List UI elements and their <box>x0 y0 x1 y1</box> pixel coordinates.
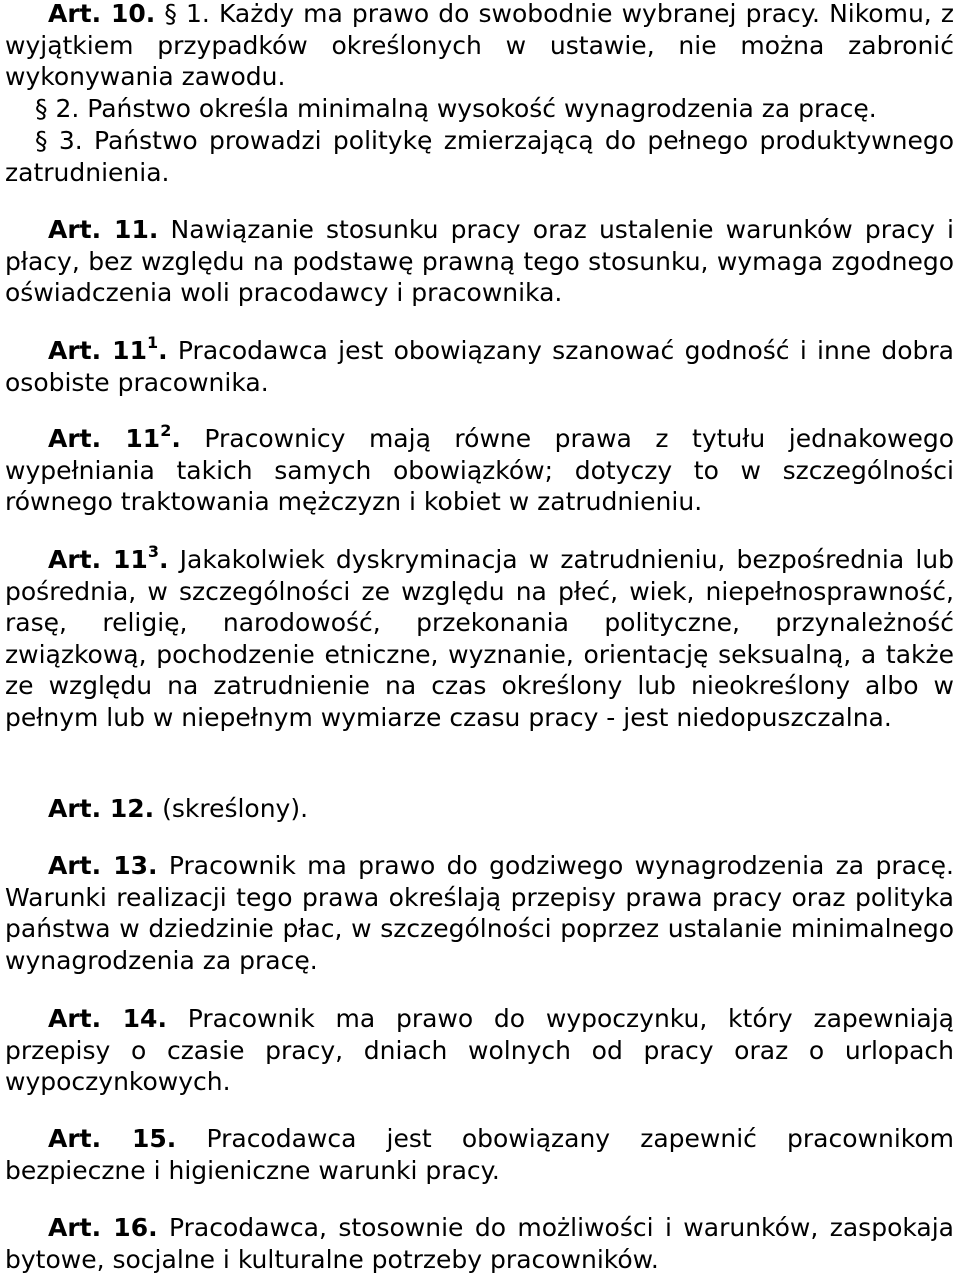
art-10-s1-text: Każdy ma prawo do swobodnie wybranej pracy. Nikomu, z wyjątkiem przypadków określonych w ustawie, nie można zabronić wykonywania zawodu. <box>5 0 954 91</box>
art-10-section-1 <box>5 0 954 93</box>
art-10-s2-mark: § 2. <box>35 94 80 123</box>
art-11-2-label: Art. 11 <box>48 424 161 453</box>
art-11-2-dot: . <box>171 424 181 453</box>
art-10-s1-mark: § 1. <box>164 0 210 28</box>
art-16 <box>5 1212 954 1275</box>
art-16-text: Pracodawca, stosownie do możliwości i warunków, zaspokaja bytowe, socjalne i kulturalne potrzeby pracowników. <box>5 1213 954 1274</box>
art-14 <box>5 1003 954 1098</box>
art-11-label: Art. 11. <box>48 215 159 244</box>
art-11 <box>5 214 954 309</box>
art-11-2 <box>5 423 954 518</box>
art-10-section-2 <box>5 93 954 125</box>
art-11-2-text: Pracownicy mają równe prawa z tytułu jednakowego wypełniania takich samych obowiązków; dotyczy to w szczególności równego traktowania mężczyzn i kobiet w zatrudnieniu. <box>5 424 954 516</box>
art-16-label: Art. 16. <box>48 1213 158 1242</box>
art-14-label: Art. 14. <box>48 1004 167 1033</box>
art-12-label: Art. 12. <box>48 794 155 823</box>
art-14-text: Pracownik ma prawo do wypoczynku, który zapewniają przepisy o czasie pracy, dniach wolnych od pracy oraz o urlopach wypoczynkowych. <box>5 1004 954 1096</box>
art-10-section-3 <box>5 125 954 188</box>
art-11-3-dot: . <box>158 545 169 574</box>
art-10-s2-text: Państwo określa minimalną wysokość wynagrodzenia za pracę. <box>87 94 877 123</box>
art-12 <box>5 793 954 825</box>
art-10-label: Art. 10. <box>48 0 156 28</box>
art-12-text: (skreślony). <box>162 794 309 823</box>
art-11-1-text: Pracodawca jest obowiązany szanować godność i inne dobra osobiste pracownika. <box>5 336 954 397</box>
art-13 <box>5 850 954 976</box>
art-11-3 <box>5 544 954 733</box>
art-11-1 <box>5 335 954 398</box>
art-11-3-superscript: 3 <box>147 542 159 561</box>
art-11-2-superscript: 2 <box>160 421 172 440</box>
art-11-text: Nawiązanie stosunku pracy oraz ustalenie warunków pracy i płacy, bez względu na podstawę prawną tego stosunku, wymaga zgodnego oświadczenia woli pracodawcy i pracownika. <box>5 215 954 307</box>
art-15-label: Art. 15. <box>48 1124 177 1153</box>
art-13-text: Pracownik ma prawo do godziwego wynagrodzenia za pracę. Warunki realizacji tego prawa określają przepisy prawa pracy oraz polityka państwa w dziedzinie płac, w szczególności poprzez ustalanie minimalnego wynagrodzenia za pracę. <box>5 851 954 975</box>
art-11-3-label: Art. 11 <box>48 545 148 574</box>
art-10-s3-text: Państwo prowadzi politykę zmierzającą do pełnego produktywnego zatrudnienia. <box>5 126 954 187</box>
art-11-1-superscript: 1 <box>146 333 159 352</box>
art-13-label: Art. 13. <box>48 851 158 880</box>
art-15-text: Pracodawca jest obowiązany zapewnić pracownikom bezpieczne i higieniczne warunki pracy. <box>5 1124 955 1185</box>
art-11-1-label: Art. 11 <box>48 336 147 365</box>
art-10-s3-mark: § 3. <box>35 126 83 155</box>
art-11-1-dot: . <box>158 336 168 365</box>
art-15 <box>5 1123 954 1186</box>
art-11-3-text: Jakakolwiek dyskryminacja w zatrudnieniu, bezpośrednia lub pośrednia, w szczególności ze względu na płeć, wiek, niepełnosprawność, rasę, religię, narodowość, przekonania polityczne, przynależność związkową, pochodzenie etniczne, wyznanie, orientację seksualną, a także ze względu na zatrudnienie na czas określony lub nieokreślony albo w pełnym lub w niepełnym wymiarze czasu pracy - jest niedopuszczalna. <box>5 545 954 732</box>
